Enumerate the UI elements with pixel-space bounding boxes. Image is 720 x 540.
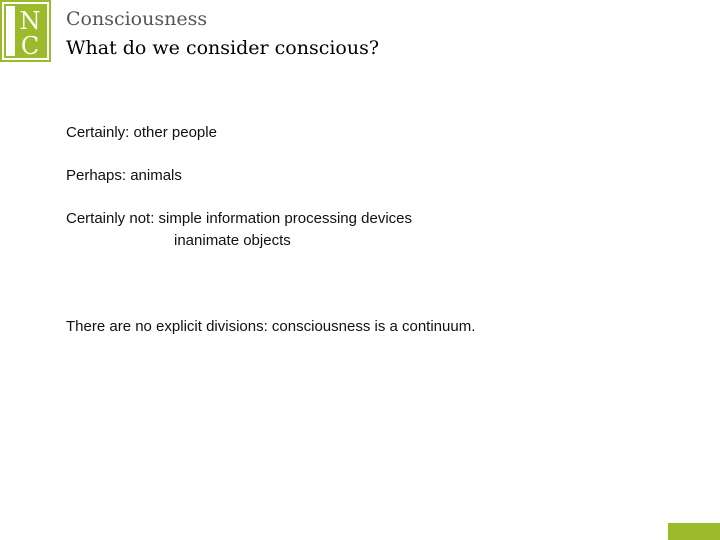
nc-logo <box>0 0 51 62</box>
section-title: Consciousness <box>66 8 208 30</box>
bullet-perhaps: Perhaps: animals <box>66 167 182 184</box>
bullet-certainly: Certainly: other people <box>66 124 217 141</box>
slide-title: What do we consider conscious? <box>66 37 380 59</box>
bullet-certainly-not-continued: inanimate objects <box>174 232 291 249</box>
svg-text:C: C <box>20 32 40 60</box>
bullet-certainly-not: Certainly not: simple information processing devices <box>66 210 412 227</box>
svg-text:N: N <box>19 7 41 35</box>
conclusion-text: There are no explicit divisions: consciousness is a continuum. <box>66 318 476 335</box>
corner-accent-bar <box>668 523 720 540</box>
